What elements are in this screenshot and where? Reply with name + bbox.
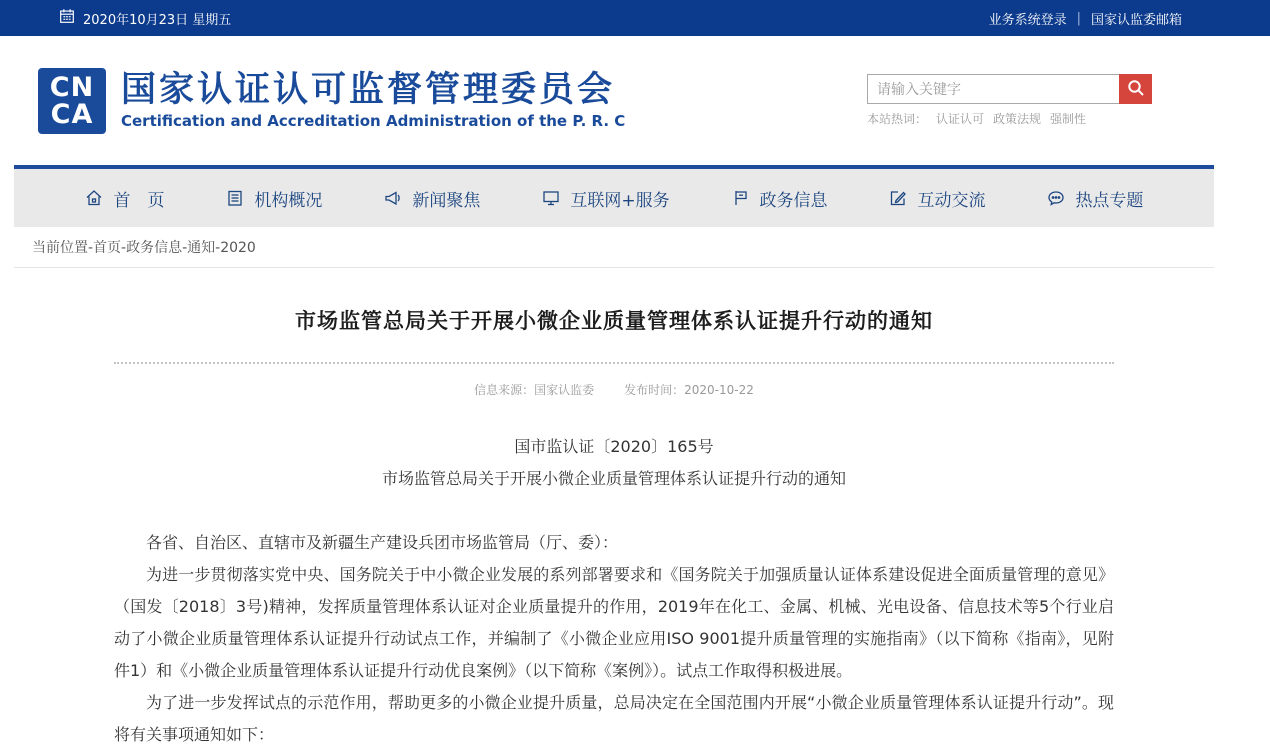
nav-item-label: 新闻聚焦 xyxy=(412,190,481,211)
nav-item-interaction[interactable] xyxy=(888,186,985,211)
nav-item-gov-info[interactable] xyxy=(731,186,828,211)
nav-item-label: 热点专题 xyxy=(1075,190,1144,211)
search-button[interactable] xyxy=(1119,74,1152,104)
chat-icon xyxy=(1046,188,1066,208)
topbar-date: 2020年10月23日 星期五 xyxy=(83,12,232,28)
logo-text-bottom: CA xyxy=(50,98,94,130)
document-paragraph: 各省、自治区、直辖市及新疆生产建设兵团市场监管局（厅、委）： xyxy=(146,533,619,552)
document-body xyxy=(14,431,1214,751)
topbar xyxy=(0,0,1270,36)
nav-item-label: 政务信息 xyxy=(759,190,828,211)
document-number: 国市监认证〔2020〕165号 xyxy=(514,437,714,456)
article-meta xyxy=(14,381,1214,398)
search-icon xyxy=(1126,78,1146,101)
nav-item-hot-topics[interactable] xyxy=(1046,186,1143,211)
monitor-icon xyxy=(541,188,561,208)
site-title: 国家认证认可监督管理委员会 xyxy=(121,69,616,110)
site-subtitle: Certification and Accreditation Administration of the P. R. C xyxy=(121,112,626,131)
nav-item-news[interactable] xyxy=(383,186,480,211)
article-source: 信息来源：国家认监委 xyxy=(474,383,595,397)
topbar-separator: | xyxy=(1076,10,1081,26)
document-paragraph: 为进一步贯彻落实党中央、国务院关于中小微企业发展的系列部署要求和《国务院关于加强质量认证体系建设促进全面质量管理的意见》（国发〔2018〕3号)精神，发挥质量管理体系认证对企业质量提升的作用，2019年在化工、金属、机械、光电设备、信息技术等5个行业启动了小微企业质量管理体系认证提升行动试点工作，并编制了《小微企业应用ISO 9001提升质量管理的实施指南》（以下简称《指南》，见附件1）和《小微企业质量管理体系认证提升行动优良案例》（以下简称《案例》）。试点工作取得积极进展。 xyxy=(114,565,1114,680)
article-title: 市场监管总局关于开展小微企业质量管理体系认证提升行动的通知 xyxy=(295,309,933,333)
article-area xyxy=(14,305,1214,751)
nav-item-org-overview[interactable] xyxy=(225,186,322,211)
cnca-mailbox-link[interactable]: 国家认监委邮箱 xyxy=(1090,12,1182,28)
home-icon xyxy=(84,188,104,208)
nav-item-label: 互动交流 xyxy=(917,190,986,211)
nav-item-label: 机构概况 xyxy=(254,190,323,211)
hot-word-link[interactable]: 认证认可 xyxy=(936,112,985,126)
nav-item-label: 互联网+服务 xyxy=(570,190,670,211)
business-system-login-link[interactable]: 业务系统登录 xyxy=(988,12,1067,28)
article-publish-time: 发布时间：2020-10-22 xyxy=(624,383,754,397)
site-logo[interactable] xyxy=(38,68,625,134)
search-input[interactable] xyxy=(867,74,1119,104)
document-title: 市场监管总局关于开展小微企业质量管理体系认证提升行动的通知 xyxy=(381,469,846,488)
hot-words-bar xyxy=(867,110,1086,127)
hot-word-link[interactable]: 强制性 xyxy=(1050,112,1087,126)
edit-icon xyxy=(888,188,908,208)
document-paragraph: 为了进一步发挥试点的示范作用，帮助更多的小微企业提升质量，总局决定在全国范围内开展“小微企业质量管理体系认证提升行动”。现将有关事项通知如下： xyxy=(114,693,1114,744)
hot-words-label: 本站热词： xyxy=(867,112,928,126)
title-divider xyxy=(114,362,1114,364)
nav-item-label: 首 页 xyxy=(113,190,165,211)
search-area xyxy=(867,74,1152,127)
cnca-logo-icon xyxy=(38,68,106,134)
logo-text-top: CN xyxy=(49,71,95,103)
nav-item-internet-services[interactable] xyxy=(541,186,669,211)
calendar-icon xyxy=(58,7,76,29)
flag-icon xyxy=(731,188,751,208)
megaphone-icon xyxy=(383,188,403,208)
breadcrumb xyxy=(14,227,1214,268)
org-icon xyxy=(225,188,245,208)
hot-word-link[interactable]: 政策法规 xyxy=(993,112,1042,126)
site-header xyxy=(0,36,1270,165)
nav-item-home[interactable] xyxy=(84,186,164,211)
breadcrumb-text: 当前位置-首页-政务信息-通知-2020 xyxy=(32,240,256,256)
main-nav xyxy=(14,169,1214,227)
blank-line xyxy=(114,495,1114,527)
